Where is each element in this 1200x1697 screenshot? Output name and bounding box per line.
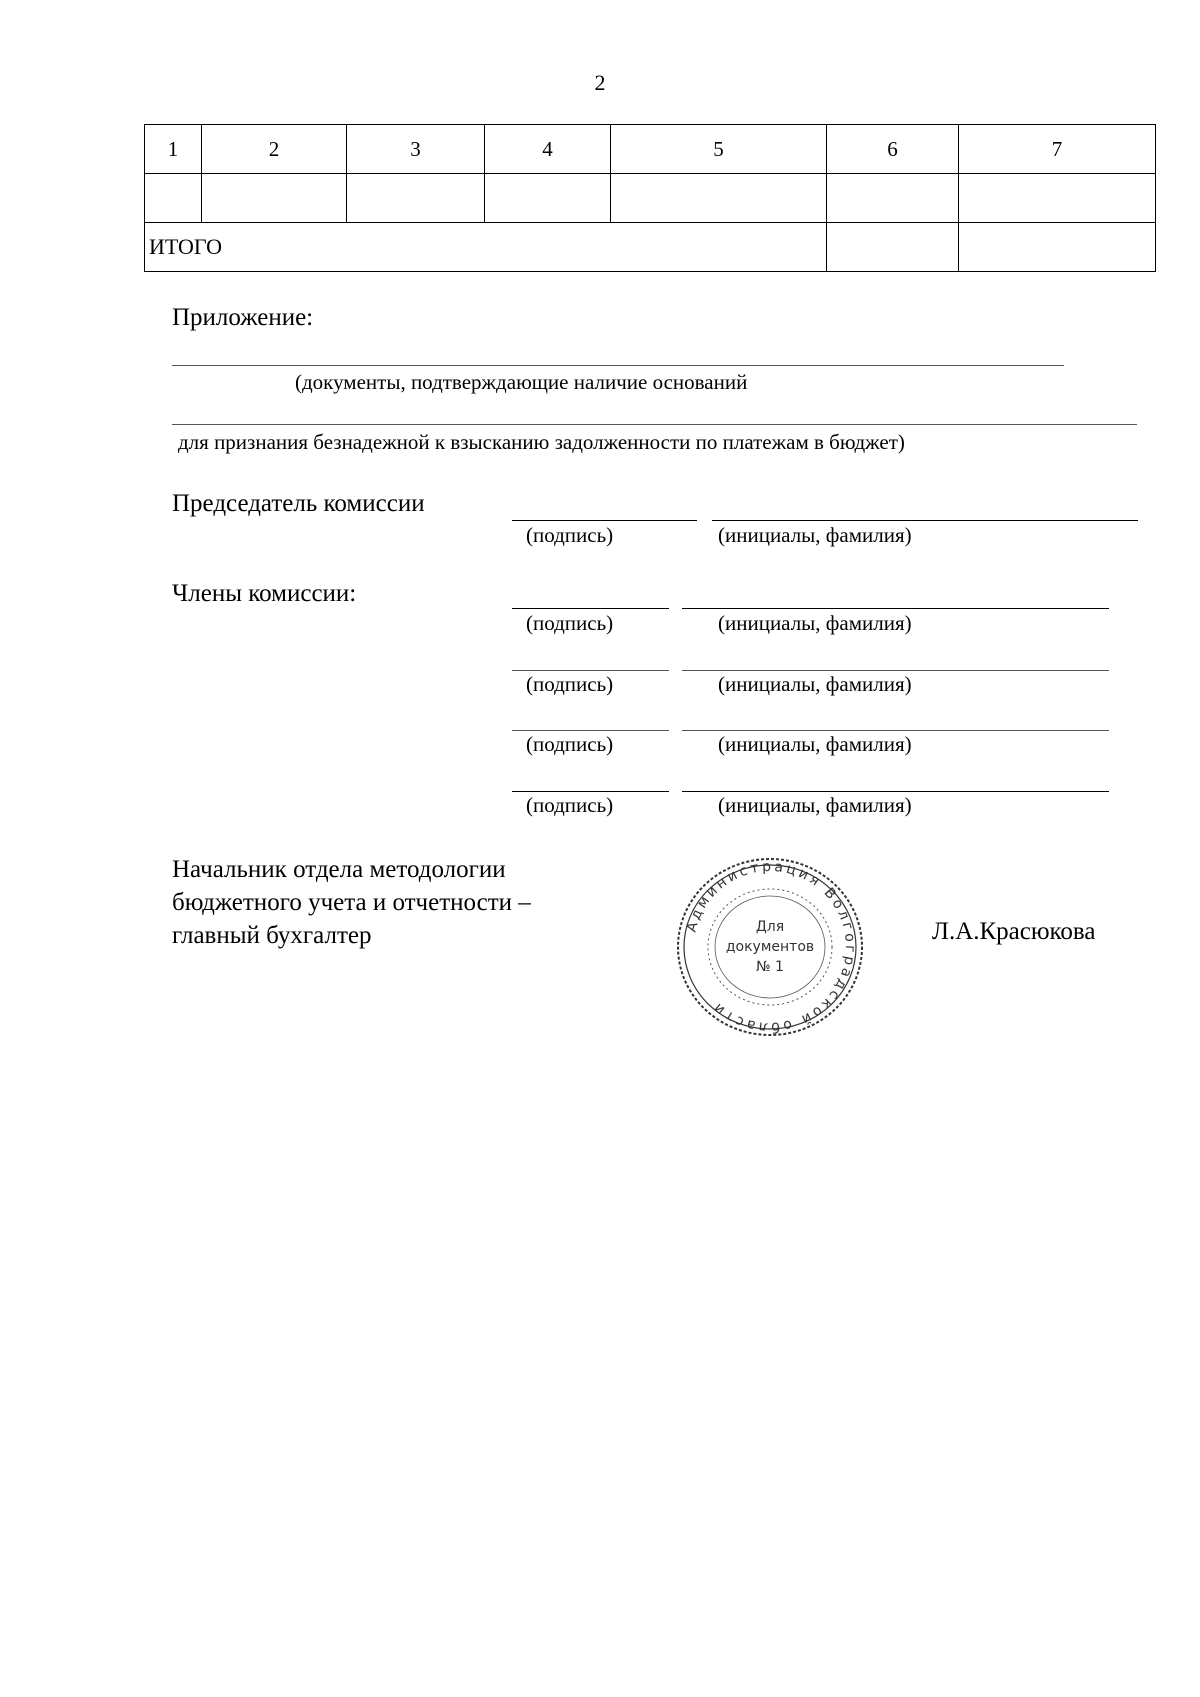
signature-caption: (подпись) [526,523,614,547]
name-caption: (инициалы, фамилия) [718,672,912,696]
column-number-3: 3 [347,125,485,174]
table-cell [959,223,1156,272]
table-cell [959,174,1156,223]
member-1-signature-line [512,608,669,609]
column-number-6: 6 [827,125,959,174]
name-caption: (инициалы, фамилия) [718,732,912,756]
table-cell [611,174,827,223]
appendix-label: Приложение: [172,304,314,331]
name-caption: (инициалы, фамилия) [718,793,912,817]
member-3-name-line [682,730,1109,731]
member-2-signature-line [512,670,669,671]
name-caption: (инициалы, фамилия) [718,523,912,547]
members-label: Члены комиссии: [172,580,357,607]
official-name: Л.А.Красюкова [932,918,1096,945]
column-number-7: 7 [959,125,1156,174]
member-3-signature-line [512,730,669,731]
position-line-1: Начальник отдела методологии [172,856,506,883]
table-cell [347,174,485,223]
member-4-name-line [682,791,1109,792]
member-4-signature-line [512,791,669,792]
table-cell [485,174,611,223]
signature-caption: (подпись) [526,611,614,635]
member-1-name-line [682,608,1109,609]
appendix-line-2 [172,424,1137,425]
position-line-2: бюджетного учета и отчетности – [172,889,531,916]
column-number-4: 4 [485,125,611,174]
chairman-label: Председатель комиссии [172,490,425,517]
member-2-name-line [682,670,1109,671]
signature-caption: (подпись) [526,793,614,817]
table-cell [827,174,959,223]
table-cell [827,223,959,272]
position-line-3: главный бухгалтер [172,922,372,949]
appendix-caption-2: для признания безнадежной к взысканию задолженности по платежам в бюджет) [178,430,905,454]
official-seal-stamp [670,855,870,1040]
column-number-2: 2 [202,125,347,174]
appendix-line-1 [172,365,1064,366]
name-caption: (инициалы, фамилия) [718,611,912,635]
table-header-row [145,125,1156,174]
chairman-name-line [712,520,1138,521]
official-position [172,853,531,952]
seal-ring-text: Администрация Волгоградской области [683,858,859,1036]
seal-center-line-3: № 1 [756,959,784,975]
total-label: ИТОГО [145,223,827,272]
table-cell [145,174,202,223]
signature-caption: (подпись) [526,672,614,696]
seal-center-line-2: документов [725,939,815,955]
appendix-caption-1: (документы, подтверждающие наличие оснований [295,370,748,394]
table-cell [202,174,347,223]
column-number-5: 5 [611,125,827,174]
table-row [145,174,1156,223]
column-number-1: 1 [145,125,202,174]
signature-caption: (подпись) [526,732,614,756]
page-number: 2 [594,70,606,95]
debt-table [144,124,1156,272]
chairman-signature-line [512,520,697,521]
seal-center-line-1: Для [755,919,785,935]
table-total-row [145,223,1156,272]
